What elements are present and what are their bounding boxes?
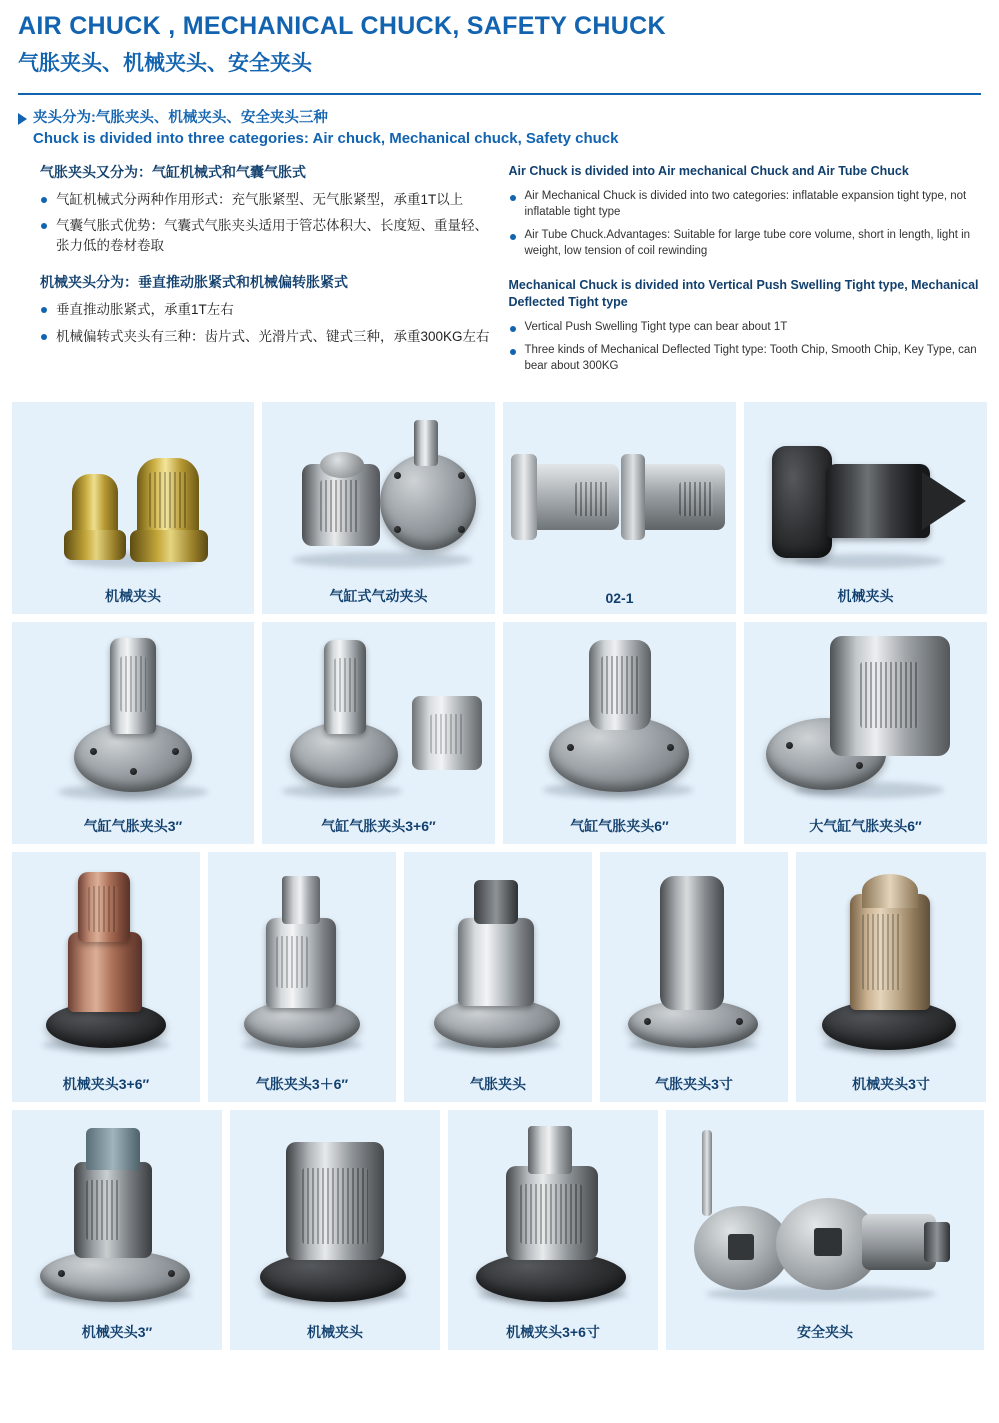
product-photo-air-chuck-3plus6 [208, 852, 396, 1072]
list-item: 垂直推动胀紧式，承重1T左右 [18, 300, 491, 320]
spec-heading: 机械夹头分为：垂直推动胀紧式和机械偏转胀紧式 [40, 274, 348, 291]
product-photo-air-chuck-3 [12, 622, 254, 814]
gallery-row [12, 852, 987, 1102]
product-card[interactable] [796, 852, 986, 1102]
gallery-row [12, 1110, 987, 1350]
product-card[interactable] [503, 622, 736, 844]
product-card[interactable] [600, 852, 788, 1102]
product-photo-mechanical-chuck-black [744, 402, 987, 584]
list-item: 机械偏转式夹头有三种：齿片式、光滑片式、键式三种，承重300KG左右 [18, 327, 491, 347]
spec-list [18, 300, 491, 346]
product-photo-big-air-chuck-6 [744, 622, 987, 814]
spec-columns [0, 153, 999, 392]
product-photo-air-chuck-3-6 [262, 622, 495, 814]
product-card[interactable] [208, 852, 396, 1102]
gallery-row [12, 622, 987, 844]
product-photo-air-chuck-3cun [600, 852, 788, 1072]
product-photo-mechanical-chuck [12, 402, 254, 584]
product-card[interactable] [262, 622, 495, 844]
intro-text-en: Chuck is divided into three categories: Air chuck, Mechanical chuck, Safety chuck [33, 129, 619, 147]
product-caption: 02-1 [605, 590, 634, 607]
product-card[interactable] [12, 852, 200, 1102]
product-caption: 气缸气胀夹头6″ [570, 818, 669, 835]
product-caption: 气缸气胀夹头3+6″ [321, 818, 436, 835]
product-caption: 机械夹头3寸 [852, 1076, 930, 1093]
spec-column-en [509, 163, 982, 392]
spec-heading: Air Chuck is divided into Air mechanical Chuck and Air Tube Chuck [508, 163, 909, 178]
product-caption: 机械夹头3+6″ [62, 1076, 150, 1093]
list-item: Air Tube Chuck.Advantages: Suitable for large tube core volume, short in length, light in weight, low tension of coil rewinding [509, 227, 982, 259]
product-card[interactable] [230, 1110, 440, 1350]
product-card[interactable] [503, 402, 736, 614]
product-caption: 气缸气胀夹头3″ [83, 818, 183, 835]
gallery-row [12, 402, 987, 614]
product-caption: 气胀夹头 [470, 1076, 526, 1093]
product-card[interactable] [666, 1110, 984, 1350]
product-card[interactable] [448, 1110, 658, 1350]
list-item: 气缸机械式分两种作用形式：充气胀紧型、无气胀紧型，承重1T以上 [18, 190, 491, 210]
product-gallery [0, 392, 999, 1374]
intro-block [0, 95, 999, 153]
product-caption: 机械夹头 [837, 588, 894, 605]
product-caption: 安全夹头 [797, 1324, 853, 1341]
spec-heading: Mechanical Chuck is divided into Vertical Push Swelling Tight type, Mechanical Deflected Tight type [508, 278, 979, 309]
product-photo-02-1 [503, 402, 736, 588]
list-item: 气囊气胀式优势：气囊式气胀夹头适用于管芯体积大、长度短、重量轻、张力低的卷材卷取 [18, 216, 491, 255]
document-header [0, 0, 999, 89]
page-title-cn: 气胀夹头、机械夹头、安全夹头 [18, 52, 312, 75]
product-card[interactable] [12, 402, 254, 614]
product-photo-mechanical-chuck-plain [230, 1110, 440, 1320]
product-photo-air-chuck [404, 852, 592, 1072]
spec-list [509, 188, 982, 259]
product-card[interactable] [12, 1110, 222, 1350]
product-photo-safety-chuck [666, 1110, 984, 1320]
product-caption: 机械夹头 [105, 588, 161, 605]
product-photo-mechanical-chuck-3-6inch [448, 1110, 658, 1320]
page-title-en: AIR CHUCK , MECHANICAL CHUCK, SAFETY CHUCK [18, 12, 666, 40]
spec-column-cn [18, 163, 491, 392]
product-photo-air-cylinder-chuck [262, 402, 495, 584]
product-caption: 气胀夹头3＋6″ [255, 1076, 349, 1093]
product-caption: 机械夹头 [307, 1324, 363, 1341]
triangle-bullet-icon [18, 113, 27, 125]
product-caption: 大气缸气胀夹头6″ [809, 818, 922, 835]
product-card[interactable] [404, 852, 592, 1102]
product-card[interactable] [744, 402, 987, 614]
spec-list [18, 190, 491, 256]
spec-block-air-chuck-cn [18, 163, 491, 256]
spec-block-mechanical-chuck-cn [18, 273, 491, 346]
list-item: Vertical Push Swelling Tight type can bear about 1T [509, 319, 982, 335]
product-photo-air-chuck-6 [503, 622, 736, 814]
product-card[interactable] [12, 622, 254, 844]
spec-list [509, 319, 982, 374]
list-item: Three kinds of Mechanical Deflected Tight type: Tooth Chip, Smooth Chip, Key Type, can bear about 300KG [509, 342, 982, 374]
product-photo-mechanical-chuck-3inch [12, 1110, 222, 1320]
product-caption: 气胀夹头3寸 [655, 1076, 733, 1093]
product-caption: 机械夹头3+6寸 [506, 1324, 600, 1341]
spec-heading: 气胀夹头又分为：气缸机械式和气囊气胀式 [40, 163, 306, 180]
list-item: Air Mechanical Chuck is divided into two categories: inflatable expansion tight type, not inflatable tight type [509, 188, 982, 220]
product-card[interactable] [262, 402, 495, 614]
product-caption: 机械夹头3″ [81, 1324, 153, 1341]
spec-block-mechanical-chuck-en [509, 277, 982, 374]
product-card[interactable] [744, 622, 987, 844]
intro-text-cn: 夹头分为:气胀夹头、机械夹头、安全夹头三种 [33, 110, 328, 126]
spec-block-air-chuck-en [509, 163, 982, 259]
product-caption: 气缸式气动夹头 [329, 588, 428, 605]
product-photo-mechanical-chuck-3cun [796, 852, 986, 1072]
product-photo-mechanical-chuck-3-6 [12, 852, 200, 1072]
